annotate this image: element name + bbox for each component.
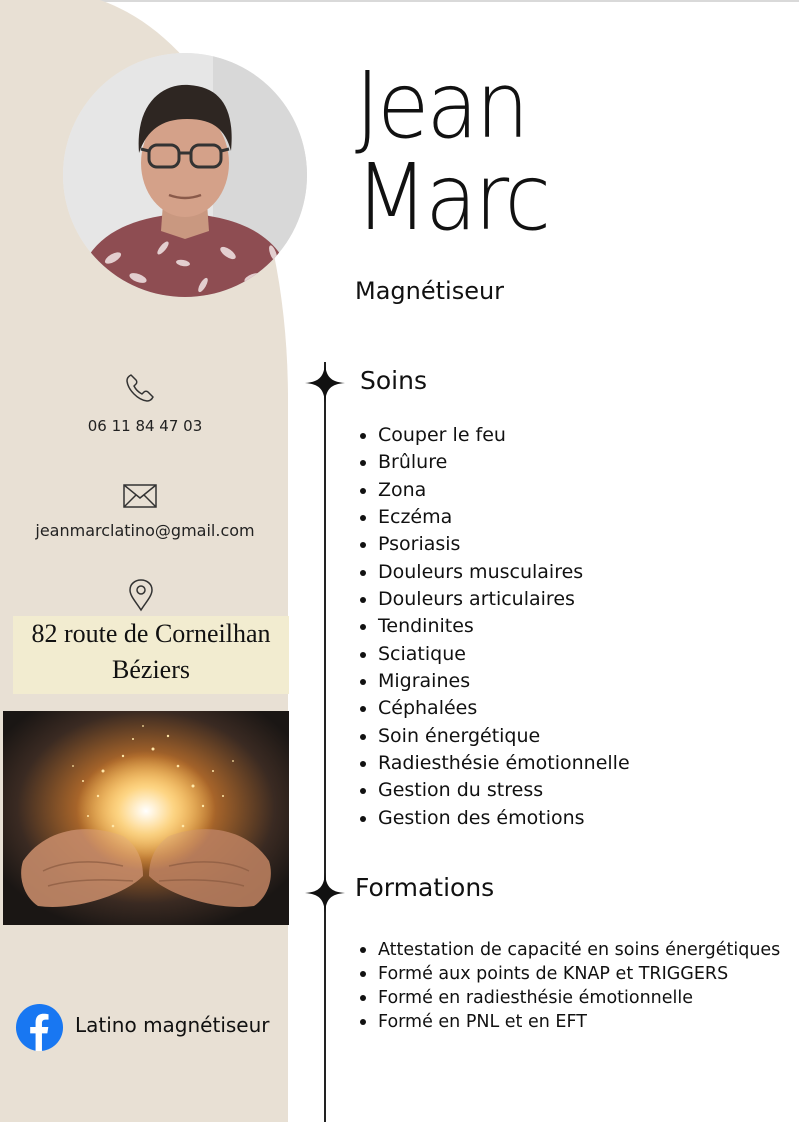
first-name: Jean <box>355 52 527 159</box>
list-item: Tendinites <box>358 613 630 640</box>
list-item: Douleurs musculaires <box>358 559 630 586</box>
address-line-1: 82 route de Corneilhan <box>31 619 271 648</box>
timeline-line <box>324 362 326 1122</box>
list-item: Soin énergétique <box>358 723 630 750</box>
list-item: Douleurs articulaires <box>358 586 630 613</box>
list-item: Zona <box>358 477 630 504</box>
section-title-soins: Soins <box>360 366 427 395</box>
list-item: Couper le feu <box>358 422 630 449</box>
address-box <box>13 616 289 694</box>
list-item: Sciatique <box>358 641 630 668</box>
address-line-2: Béziers <box>112 655 190 684</box>
job-title: Magnétiseur <box>355 277 505 305</box>
last-name: Marc <box>355 144 549 251</box>
list-item: Psoriasis <box>358 531 630 558</box>
list-item: Gestion des émotions <box>358 805 630 832</box>
sparkle-star-icon <box>304 872 346 914</box>
list-item: Radiesthésie émotionnelle <box>358 750 630 777</box>
list-item: Formé en PNL et en EFT <box>358 1010 780 1034</box>
sparkle-star-icon <box>304 362 346 404</box>
list-item: Formé aux points de KNAP et TRIGGERS <box>358 962 780 986</box>
glowing-hands-image <box>3 711 289 925</box>
soins-list <box>358 422 630 832</box>
email-address[interactable]: jeanmarclatino@gmail.com <box>35 521 255 540</box>
list-item: Migraines <box>358 668 630 695</box>
full-name <box>355 52 549 251</box>
facebook-icon[interactable] <box>15 1003 64 1052</box>
list-item: Eczéma <box>358 504 630 531</box>
formations-list <box>358 938 780 1034</box>
section-title-formations: Formations <box>355 873 495 902</box>
envelope-icon <box>123 484 157 508</box>
phone-number[interactable]: 06 11 84 47 03 <box>87 417 203 435</box>
list-item: Attestation de capacité en soins énergétiques <box>358 938 780 962</box>
list-item: Brûlure <box>358 449 630 476</box>
phone-icon <box>124 372 156 404</box>
profile-photo <box>63 53 307 297</box>
facebook-page-name[interactable]: Latino magnétiseur <box>75 1013 270 1037</box>
list-item: Gestion du stress <box>358 777 630 804</box>
list-item: Céphalées <box>358 695 630 722</box>
location-pin-icon <box>128 578 154 612</box>
list-item: Formé en radiesthésie émotionnelle <box>358 986 780 1010</box>
sidebar <box>0 0 330 1122</box>
